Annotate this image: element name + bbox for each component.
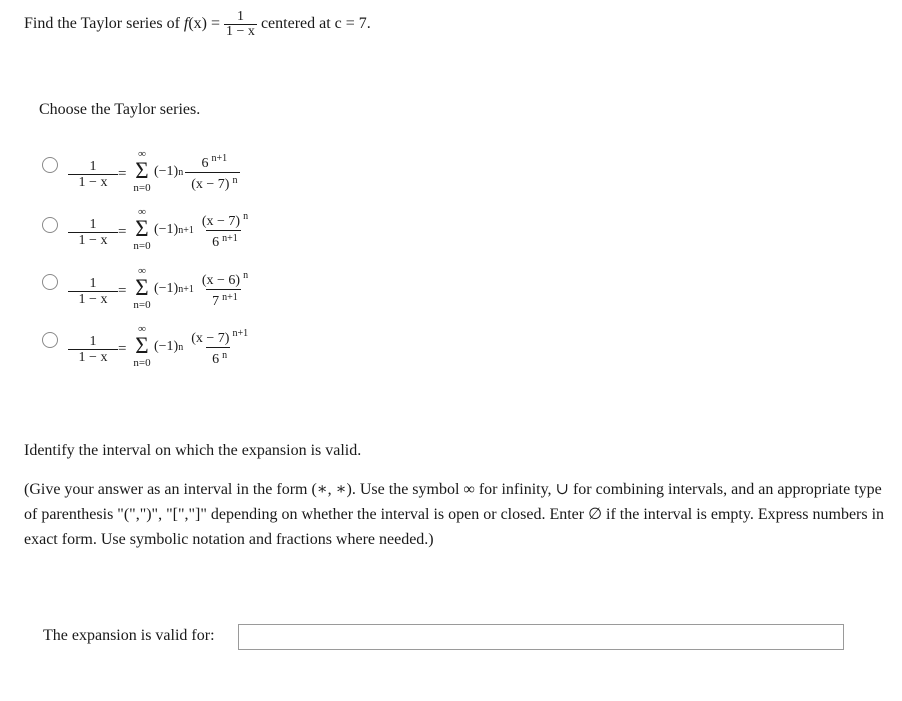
- option-term: (−1) n 6 $^{n+1}$ (x − 7) $^n$: [154, 147, 240, 197]
- summation: ∞ Σ n=0: [133, 265, 151, 311]
- function-arg: (x) =: [188, 15, 221, 32]
- summation: ∞ Σ n=0: [133, 323, 151, 369]
- option-term: (−1) n (x − 7) $^{n+1}$ 6 $^n$: [154, 327, 249, 368]
- option-lhs: 1 1 − x: [68, 217, 118, 248]
- radio-option-4[interactable]: [42, 332, 58, 348]
- equals-sign: =: [118, 224, 127, 240]
- question-suffix: centered at c = 7.: [260, 15, 371, 32]
- answer-label: The expansion is valid for:: [43, 627, 215, 644]
- equals-sign: =: [118, 283, 127, 299]
- radio-option-1[interactable]: [42, 157, 58, 173]
- option-lhs: 1 1 − x: [68, 334, 118, 365]
- radio-option-2[interactable]: [42, 217, 58, 233]
- radio-option-3[interactable]: [42, 274, 58, 290]
- equals-sign: =: [118, 166, 127, 182]
- interval-answer-input[interactable]: [238, 624, 844, 650]
- equals-sign: =: [118, 341, 127, 357]
- question-text: [24, 4, 371, 44]
- interval-prompt: Identify the interval on which the expansion is valid.: [24, 442, 362, 459]
- option-4-expression: [68, 323, 328, 394]
- option-term: (−1) n+1 (x − 7) $^n$ 6 $^{n+1}$: [154, 210, 249, 251]
- option-term: (−1) n+1 (x − 6) $^n$ 7 $^{n+1}$: [154, 269, 249, 310]
- summation: ∞ Σ n=0: [133, 206, 151, 252]
- fraction-numerator: 1: [236, 8, 244, 24]
- function-fraction: [224, 10, 257, 39]
- fraction-denominator: 1 − x: [226, 23, 255, 39]
- question-prefix: Find the Taylor series of: [24, 15, 180, 32]
- function-name: f: [183, 15, 189, 32]
- option-lhs: 1 1 − x: [68, 276, 118, 307]
- option-lhs: 1 1 − x: [68, 159, 118, 190]
- choose-label: Choose the Taylor series.: [39, 101, 201, 118]
- instructions: (Give your answer as an interval in the form (∗, ∗). Use the symbol ∞ for infinity, ∪ for combining intervals, and an appropriate type of parenthesis "(",")", "[","]" depending on whether the interval is open or closed. Enter ∅ if the interval is empty. Express numbers in exact form. Use symbolic notation and fractions where needed.): [24, 481, 885, 548]
- summation: ∞ Σ n=0: [133, 148, 151, 194]
